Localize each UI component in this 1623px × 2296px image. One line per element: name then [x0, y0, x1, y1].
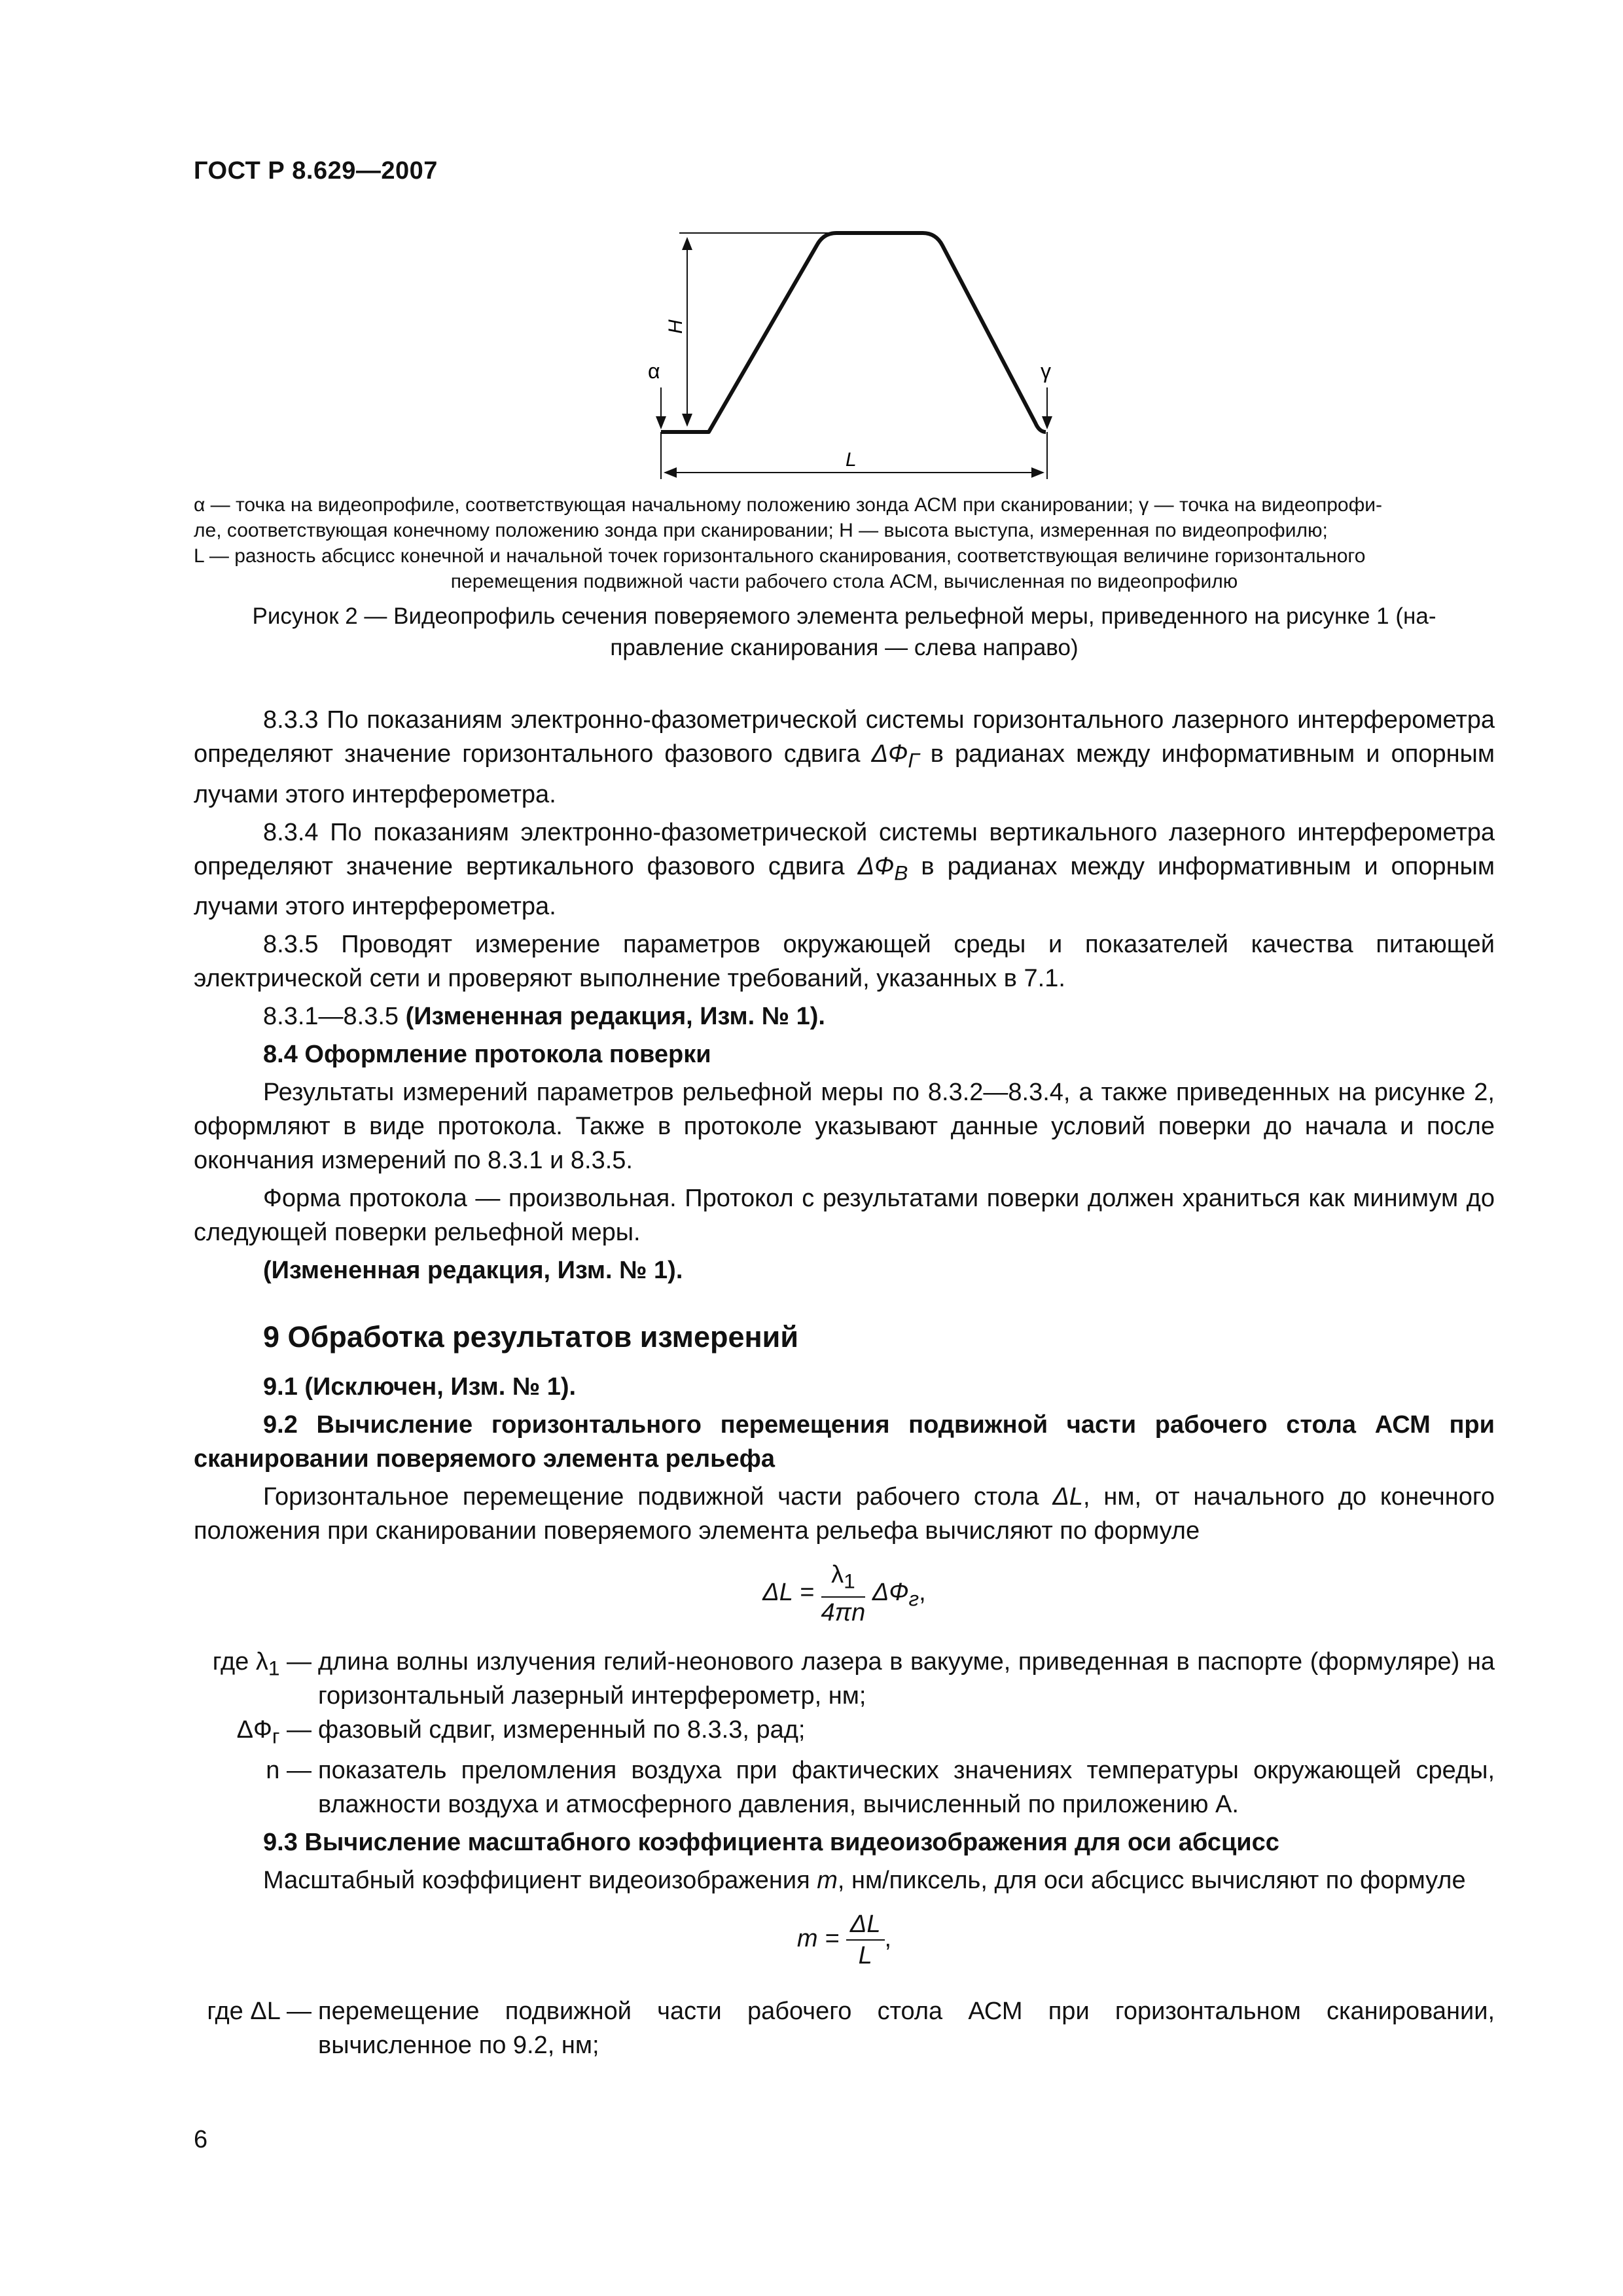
paragraph-8-3-4: 8.3.4 По показаниям электронно-фазометрической системы вертикального лазерного интерферометра определяют значение вертикального фазового сдвига $\Delta Ф_В$ в радианах между информативным и опорным лучами этого интерферометра.: [194, 818, 1495, 921]
caption-line: Рисунок 2 — Видеопрофиль сечения поверяемого элемента рельефной меры, приведенного на рисунке 1 (на-: [252, 603, 1436, 629]
formula-delta-l: ΔL = $\frac{\lambda_1}{4\pi n}$ $\Delta Ф_г$,: [762, 1561, 926, 1626]
paragraph-8-3-3: 8.3.3 По показаниям электронно-фазометрической системы горизонтального лазерного интерферометра определяют значение горизонтального фазового сдвига $\Delta Ф_Г$ в радианах между информативным и опорным лучами этого интерферометра.: [194, 706, 1495, 808]
where-row: [194, 1713, 1495, 1753]
where-row: [194, 1645, 1495, 1713]
heading-9-2: 9.2 Вычисление горизонтального перемещения подвижной части рабочего стола АСМ при сканировании поверяемого элемента рельефа: [194, 1411, 1495, 1473]
paragraph-8-4-a: Результаты измерений параметров рельефной меры по 8.3.2—8.3.4, а также приведенных на рисунке 2, оформляют в виде протокола. Также в протоколе указывают данные условий поверки до начала и после окончания измерений по 8.3.1 и 8.3.5.: [194, 1079, 1495, 1175]
where-symbol: где ΔL —: [207, 1997, 312, 2025]
where-list-1: [194, 1645, 1495, 1821]
figure-legend: [194, 492, 1495, 594]
label-gamma: γ: [1041, 359, 1051, 383]
formula-fraction: $\frac{\lambda_1}{4\pi n}$: [821, 1561, 866, 1626]
where-list-2: [194, 1994, 1495, 2062]
where-definition: перемещение подвижной части рабочего стола АСМ при горизонтальном сканировании, вычисленное по 9.2, нм;: [318, 1997, 1495, 2059]
paragraph-9-2: Горизонтальное перемещение подвижной части рабочего стола ΔL, нм, от начального до конечного положения при сканировании поверяемого элемента рельефа вычисляют по формуле: [194, 1483, 1495, 1545]
legend-line: α — точка на видеопрофиле, соответствующая начальному положению зонда АСМ при сканировании; γ — точка на видеопрофи-: [194, 494, 1383, 516]
where-definition: показатель преломления воздуха при фактических значениях температуры окружающей среды, влажности воздуха и атмосферного давления, вычисленный по приложению А.: [318, 1756, 1495, 1818]
formula-m: m = $\frac{\Delta L}{L}$ ,: [796, 1910, 892, 1969]
formula-fraction: $\frac{\Delta L}{L}$: [846, 1909, 885, 1971]
heading-8-4: 8.4 Оформление протокола поверки: [263, 1041, 711, 1069]
where-row: [194, 1753, 1495, 1821]
label-alpha: α: [648, 359, 660, 383]
caption-line: правление сканирования — слева направо): [610, 635, 1079, 660]
heading-9-3: 9.3 Вычисление масштабного коэффициента видеоизображения для оси абсцисс: [263, 1828, 1279, 1856]
paragraph-8-3-5: 8.3.5 Проводят измерение параметров окружающей среды и показателей качества питающей электрической сети и проверяют выполнение требований, указанных в 7.1.: [194, 931, 1495, 993]
figure-caption: [194, 601, 1495, 664]
where-row: [194, 1994, 1495, 2062]
profile-curve: [661, 233, 1046, 432]
page-number: 6: [194, 2126, 208, 2153]
where-symbol: где $\lambda_1$ —: [212, 1648, 312, 1680]
legend-line: L — разность абсцисс конечной и начальной точек горизонтального сканирования, соответствующая величине горизонтального: [194, 545, 1366, 567]
document-body: [194, 703, 1495, 2066]
heading-section-9: 9 Обработка результатов измерений: [263, 1320, 798, 1354]
where-definition: длина волны излучения гелий-неонового лазера в вакууме, приведенная в паспорте (формуляре) на горизонтальный лазерный интерферометр, нм;: [318, 1648, 1495, 1710]
label-H: H: [665, 319, 687, 334]
where-symbol: n —: [266, 1756, 312, 1784]
paragraph-8-4-b: Форма протокола — произвольная. Протокол с результатами поверки должен храниться как минимум до следующей поверки рельефной меры.: [194, 1185, 1495, 1247]
standard-header: ГОСТ Р 8.629—2007: [194, 157, 438, 185]
label-L: L: [846, 449, 857, 471]
videoprofile-figure: [615, 209, 1073, 484]
where-definition: фазовый сдвиг, измеренный по 8.3.3, рад;: [318, 1716, 806, 1744]
legend-line: перемещения подвижной части рабочего стола АСМ, вычисленная по видеопрофилю: [450, 571, 1238, 592]
paragraph-9-3: Масштабный коэффициент видеоизображения m, нм/пиксель, для оси абсцисс вычисляют по формуле: [263, 1866, 1466, 1894]
legend-line: ле, соответствующая конечному положению зонда при сканировании; Н — высота выступа, измеренная по видеопрофилю;: [194, 520, 1328, 541]
amendment-note-8-4: (Измененная редакция, Изм. № 1).: [263, 1257, 683, 1285]
where-symbol: $\Delta Ф_г$ —: [236, 1716, 312, 1748]
heading-9-1: 9.1 (Исключен, Изм. № 1).: [263, 1373, 577, 1401]
amendment-note-8-3: 8.3.1—8.3.5 (Измененная редакция, Изм. № 1).: [263, 1003, 825, 1031]
